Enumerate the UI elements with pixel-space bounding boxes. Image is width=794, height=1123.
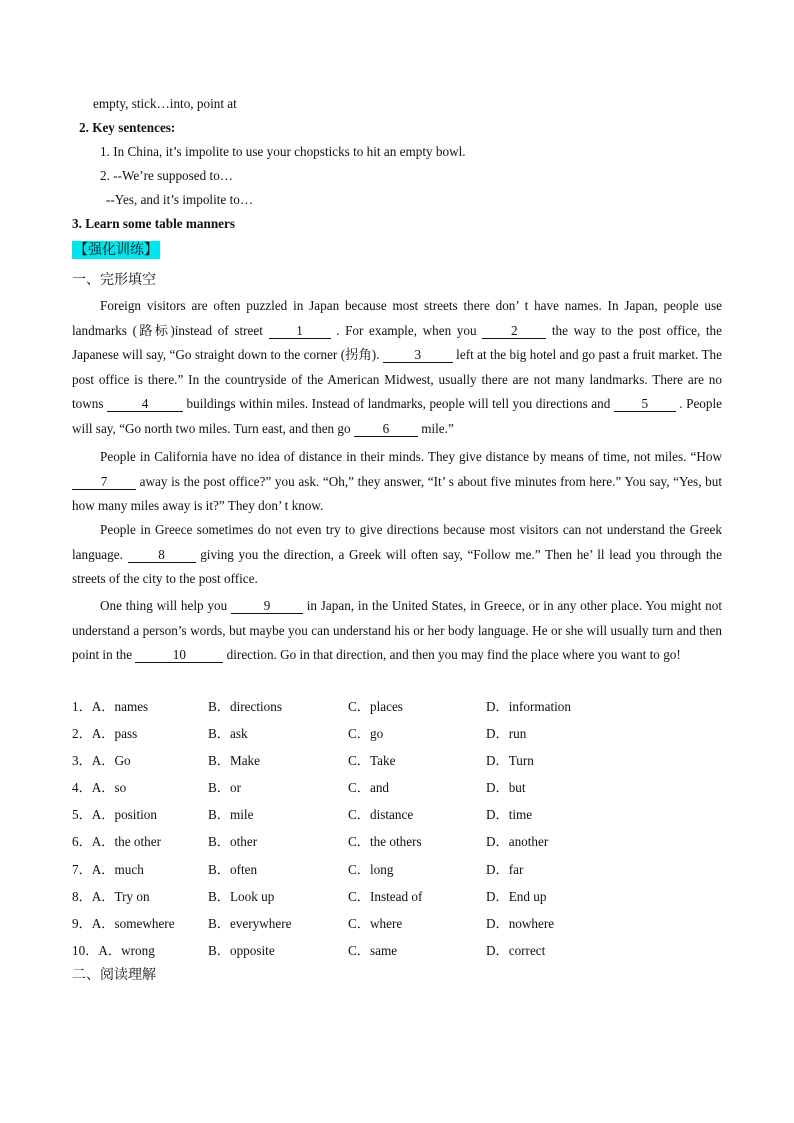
option-c[interactable]: C．the others	[348, 834, 422, 849]
option-b[interactable]: B．everywhere	[208, 916, 292, 931]
blank-2[interactable]: 2	[482, 323, 546, 339]
option-a[interactable]: 6．A．the other	[72, 834, 161, 849]
option-c[interactable]: C．distance	[348, 807, 414, 822]
option-row-8	[72, 886, 712, 906]
option-b[interactable]: B．ask	[208, 726, 248, 741]
option-d[interactable]: D．but	[486, 780, 526, 795]
option-d[interactable]: D．another	[486, 834, 549, 849]
option-row-3	[72, 750, 712, 770]
option-c[interactable]: C．places	[348, 699, 403, 714]
blank-1[interactable]: 1	[269, 323, 331, 339]
option-d[interactable]: D．run	[486, 726, 527, 741]
option-row-5	[72, 804, 712, 824]
vocab-line: empty, stick…into, point at	[93, 96, 237, 111]
cloze-paragraph-2: People in California have no idea of distance in their minds. They give distance by means of time, not miles. “How 7 away is the post office?” you ask. “Oh,” they answer, “It’ s about five minutes from here.” You say, “Yes, but how many miles away is it?” They don’ t know.	[72, 449, 722, 514]
blank-10[interactable]: 10	[135, 647, 223, 663]
option-d[interactable]: D．Turn	[486, 753, 534, 768]
blank-3[interactable]: 3	[383, 347, 453, 363]
blank-5[interactable]: 5	[614, 396, 676, 412]
option-a[interactable]: 10．A．wrong	[72, 943, 155, 958]
section-cloze-title: 一、完形填空	[72, 272, 156, 288]
section-reading-title: 二、阅读理解	[72, 967, 156, 983]
option-a[interactable]: 1．A．names	[72, 699, 149, 714]
option-row-6	[72, 831, 712, 851]
option-d[interactable]: D．nowhere	[486, 916, 555, 931]
option-a[interactable]: 3．A．Go	[72, 753, 131, 768]
cloze-paragraph-1: Foreign visitors are often puzzled in Japan because most streets there don’ t have names. In Japan, people use landmarks (路标)instead of street 1 . For example, when you 2 the way to the post office, the Japanese will say, “Go straight down to the corner (拐角). 3 left at the big hotel and go past a fruit market. The post office is there.” In the countryside of the American Midwest, usually there are not many landmarks. There are no towns 4 buildings within miles. Instead of landmarks, people will tell you directions and 5 . People will say, “Go north two miles. Turn east, and then go 6 mile.”	[72, 298, 722, 436]
option-c[interactable]: C．Take	[348, 753, 396, 768]
option-a[interactable]: 9．A．somewhere	[72, 916, 175, 931]
option-b[interactable]: B．opposite	[208, 943, 275, 958]
option-d[interactable]: D．End up	[486, 889, 547, 904]
option-row-4	[72, 777, 712, 797]
option-c[interactable]: C．long	[348, 862, 394, 877]
option-b[interactable]: B．or	[208, 780, 241, 795]
option-a[interactable]: 5．A．position	[72, 807, 157, 822]
option-b[interactable]: B．Make	[208, 753, 261, 768]
option-d[interactable]: D．correct	[486, 943, 546, 958]
option-row-1	[72, 696, 712, 716]
cloze-paragraph-3: People in Greece sometimes do not even try to give directions because most visitors can not understand the Greek language. 8 giving you the direction, a Greek will often say, “Follow me.” Then he’ ll lead you through the streets of the city to the post office.	[72, 522, 722, 587]
blank-9[interactable]: 9	[231, 598, 303, 614]
cloze-paragraph-4: One thing will help you 9 in Japan, in the United States, in Greece, or in any other place. You might not understand a person’s words, but maybe you can understand his or her body language. He or she will usually turn and then point in the 10 direction. Go in that direction, and then you may find the place where you want to go!	[72, 598, 722, 663]
option-row-7	[72, 859, 712, 879]
option-a[interactable]: 7．A．much	[72, 862, 144, 877]
blank-8[interactable]: 8	[128, 547, 196, 563]
key-sentence-3: --Yes, and it’s impolite to…	[106, 192, 254, 207]
option-b[interactable]: B．other	[208, 834, 258, 849]
table-manners-heading: 3. Learn some table manners	[72, 216, 235, 231]
option-c[interactable]: C．and	[348, 780, 390, 795]
blank-4[interactable]: 4	[107, 396, 183, 412]
option-c[interactable]: C．go	[348, 726, 384, 741]
option-row-9	[72, 913, 712, 933]
option-c[interactable]: C．same	[348, 943, 398, 958]
option-c[interactable]: C．Instead of	[348, 889, 423, 904]
option-a[interactable]: 2．A．pass	[72, 726, 138, 741]
option-d[interactable]: D．information	[486, 699, 571, 714]
blank-7[interactable]: 7	[72, 474, 136, 490]
option-b[interactable]: B．directions	[208, 699, 282, 714]
option-b[interactable]: B．Look up	[208, 889, 275, 904]
option-d[interactable]: D．time	[486, 807, 533, 822]
option-a[interactable]: 8．A．Try on	[72, 889, 150, 904]
blank-6[interactable]: 6	[354, 421, 418, 437]
option-c[interactable]: C．where	[348, 916, 403, 931]
option-row-10	[72, 940, 712, 960]
key-sentence-1: 1. In China, it’s impolite to use your chopsticks to hit an empty bowl.	[100, 144, 466, 159]
option-a[interactable]: 4．A．so	[72, 780, 127, 795]
key-sentences-heading: 2. Key sentences:	[79, 120, 176, 135]
key-sentence-2: 2. --We’re supposed to…	[100, 168, 233, 183]
option-row-2	[72, 723, 712, 743]
option-b[interactable]: B．often	[208, 862, 258, 877]
practice-badge: 【强化训练】	[74, 242, 158, 258]
option-b[interactable]: B．mile	[208, 807, 254, 822]
option-d[interactable]: D．far	[486, 862, 524, 877]
